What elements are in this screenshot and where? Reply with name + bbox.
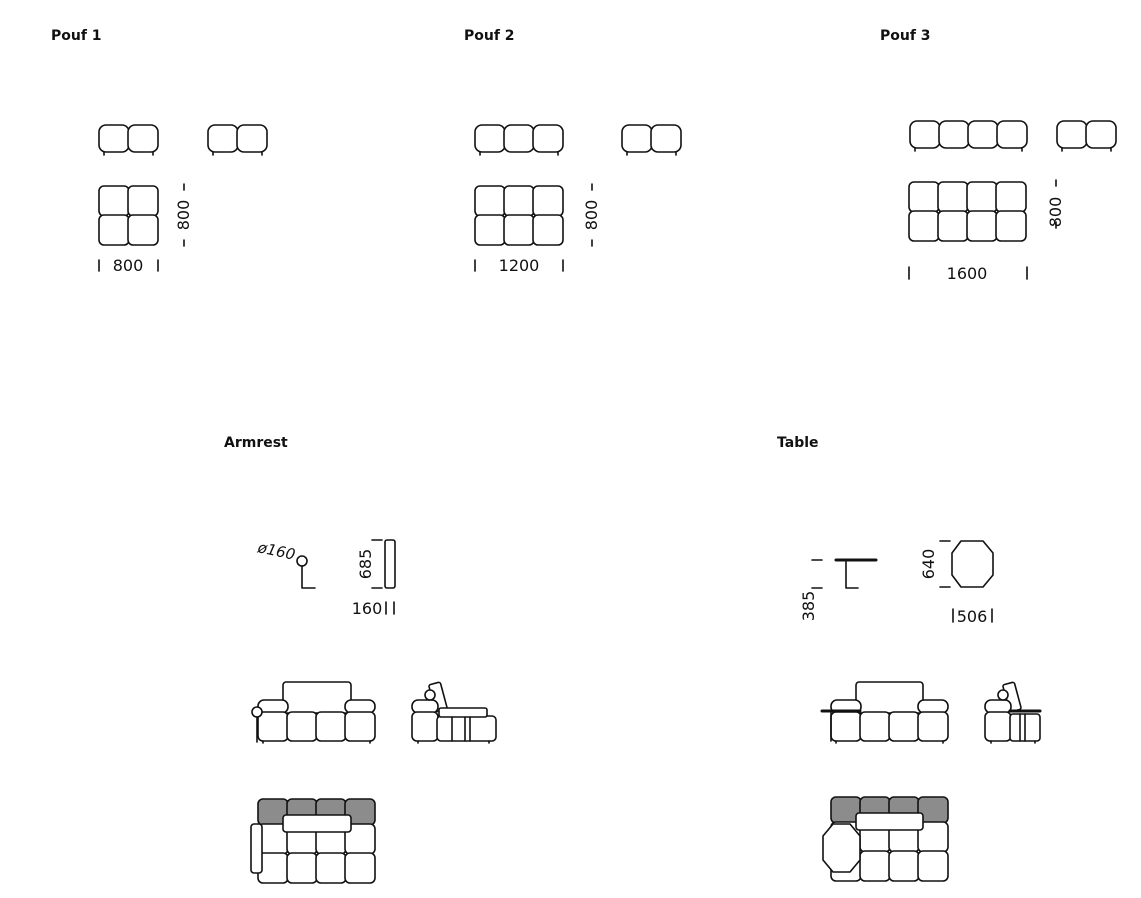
pouf1-title: Pouf 1: [51, 28, 102, 44]
pouf3-plan: [909, 182, 1026, 241]
armrest-title: Armrest: [224, 435, 288, 451]
armrest-diameter-label: ø160: [256, 538, 297, 564]
pouf1-depth-label: 800: [174, 199, 193, 231]
pouf3-side-elevation: [1057, 121, 1116, 151]
armrest-width-label: 160: [351, 599, 383, 618]
pouf2-plan: [475, 186, 563, 245]
armrest-sofa-side-elevation: [412, 682, 496, 743]
pouf1-front-elevation: [99, 125, 158, 155]
armrest-sofa-plan: [251, 799, 375, 883]
table-sofa-plan: [823, 797, 948, 881]
table-sofa-side-elevation: [985, 682, 1040, 743]
pouf2-front-elevation: [475, 125, 563, 155]
pouf1-width-label: 800: [112, 256, 144, 275]
pouf3-width-label: 1600: [946, 264, 988, 283]
pouf3-depth-label: 800: [1046, 196, 1065, 228]
pouf2-depth-label: 800: [582, 199, 601, 231]
table-sofa-front-elevation: [822, 682, 948, 743]
pouf3-title: Pouf 3: [880, 28, 931, 44]
pouf2-side-elevation: [622, 125, 681, 155]
pouf2-title: Pouf 2: [464, 28, 515, 44]
table-width-label: 506: [956, 607, 988, 626]
armrest-sofa-front-elevation: [252, 682, 375, 743]
pouf2-width-label: 1200: [498, 256, 540, 275]
armrest-height-label: 685: [356, 548, 375, 580]
pouf1-side-elevation: [208, 125, 267, 155]
pouf1-plan: [99, 186, 158, 245]
table-title: Table: [777, 435, 819, 451]
table-height-label: 385: [799, 590, 818, 622]
table-length-label: 640: [919, 548, 938, 580]
pouf3-front-elevation: [910, 121, 1027, 151]
